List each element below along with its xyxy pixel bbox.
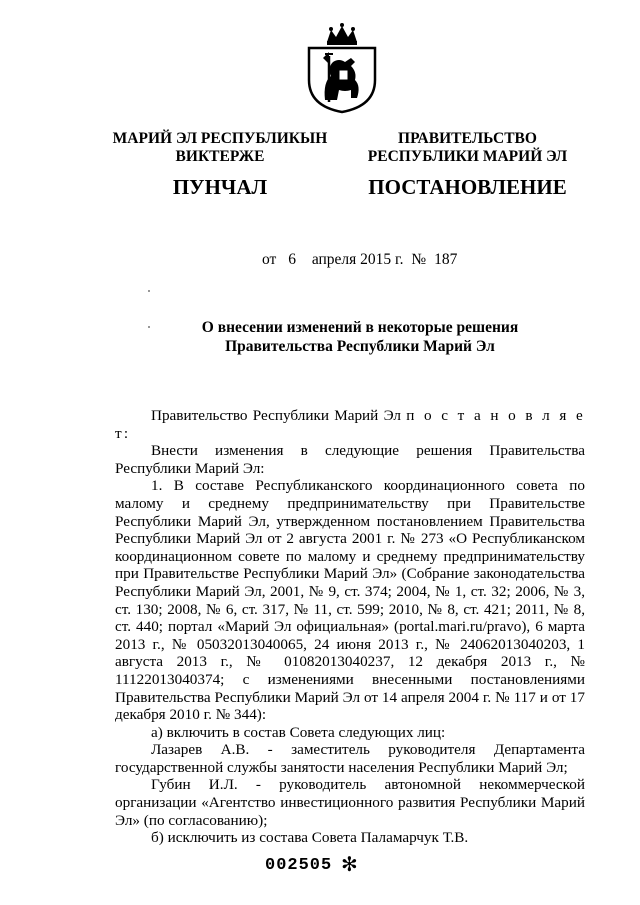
date-from: от (262, 251, 277, 268)
header-right (360, 130, 575, 166)
number-sign: № (411, 251, 427, 268)
header-left-line1: МАРИЙ ЭЛ РЕСПУБЛИКЫН (112, 130, 328, 147)
date-day: 6 (288, 251, 296, 268)
header-right-doc-type: ПОСТАНОВЛЕНИЕ (368, 175, 567, 199)
header-left-line2: ВИКТЕРЖЕ (175, 148, 265, 165)
document-body (115, 407, 585, 847)
date-line (262, 251, 461, 269)
intro-paragraph (115, 407, 585, 442)
asterisk-mark: ✻ (341, 852, 358, 876)
paragraph-1: Внести изменения в следующие решения Правительства Республики Марий Эл: (115, 442, 585, 477)
paragraph-5: Губин И.Л. - руководитель автономной некоммерческой организации «Агентство инвестиционного развития Республики Марий Эл» (по согласованию); (115, 776, 585, 829)
header-right-line1: ПРАВИТЕЛЬСТВО (398, 130, 537, 147)
paragraph-3: а) включить в состав Совета следующих лиц: (151, 723, 446, 741)
paragraph-4: Лазарев А.В. - заместитель руководителя Департамента государственной службы занятости населения Республики Марий Эл; (115, 741, 585, 776)
header-left (100, 130, 340, 166)
coat-of-arms-icon (305, 22, 379, 114)
intro-prefix: Правительство Республики Марий Эл (151, 407, 401, 424)
document-number: 187 (434, 251, 458, 268)
title-line1: О внесении изменений в некоторые решения (201, 319, 519, 336)
serial-number: 002505 (265, 856, 333, 875)
document-title (150, 318, 570, 356)
paragraph-6: б) исключить из состава Совета Паламарчук Т.В. (151, 829, 469, 847)
paragraph-2: 1. В составе Республиканского координационного совета по малому и среднему предпринимательству при Правительстве Республики Марий Эл, утвержденном постановлением Правительства Республики Марий Эл от 2 августа 2001 г. № 273 «О Республиканском координационном совете по малому и среднему предпринимательству при Правительстве Республики Марий Эл» (Собрание законодательства Республики Марий Эл, 2001, № 9, ст. 374; 2004, № 1, ст. 32; 2006, № 3, ст. 130; 2008, № 6, ст. 317, № 11, ст. 599; 2010, № 8, ст. 421; 2011, № 8, ст. 440; портал «Марий Эл официальная» (portal.mari.ru/pravo), 6 марта 2013 г., № 05032013040065, 24 июня 2013 г., № 24062013040203, 1 августа 2013 г., № 01082013040237, 12 декабря 2013 г., № 11122013040374; с изменениями внесенными постановлениями Правительства Республики Марий Эл от 14 апреля 2004 г. № 117 и от 17 декабря 2010 г. № 344): (115, 477, 585, 724)
scan-speck (148, 290, 150, 292)
header-right-line2: РЕСПУБЛИКИ МАРИЙ ЭЛ (367, 148, 568, 165)
date-month-year: апреля 2015 г. (311, 251, 404, 268)
header-left-doc-type: ПУНЧАЛ (172, 175, 268, 199)
intro-decree-word: п о с т а н о в л я е т: (115, 407, 585, 442)
title-line2: Правительства Республики Марий Эл (225, 338, 495, 355)
